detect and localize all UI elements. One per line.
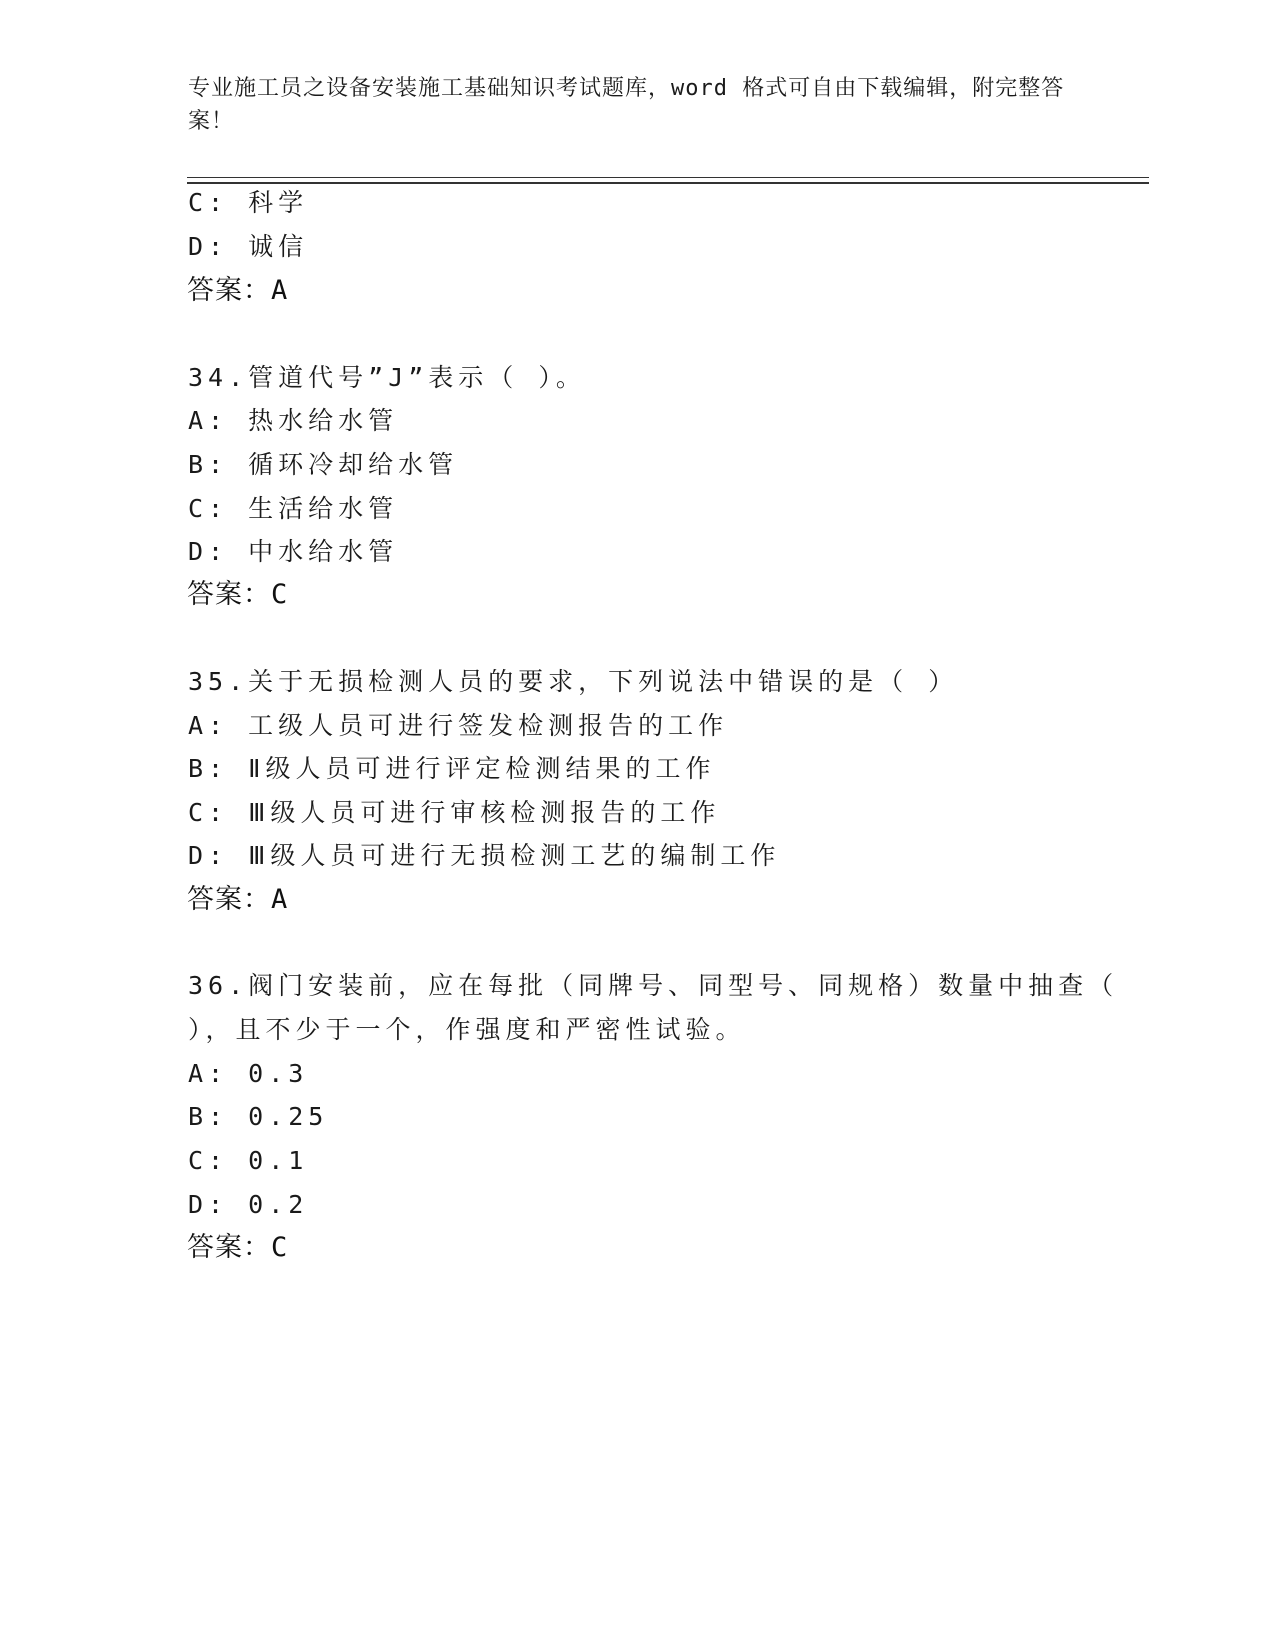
answer: 答案：C <box>187 579 289 610</box>
option-c: C: Ⅲ级人员可进行审核检测报告的工作 <box>188 798 721 827</box>
option-c: C: 科学 <box>188 188 309 217</box>
option-c: C: 生活给水管 <box>188 494 399 523</box>
header-divider-thick <box>187 182 1149 184</box>
option-a: A: 工级人员可进行签发检测报告的工作 <box>188 711 729 740</box>
question-stem-line-2: ），且不少于一个，作强度和严密性试验。 <box>188 1015 746 1044</box>
question-stem-line-1: 36.阀门安装前，应在每批（同牌号、同型号、同规格）数量中抽查（ <box>188 971 1119 1000</box>
document-header: 专业施工员之设备安装施工基础知识考试题库，word 格式可自由下载编辑，附完整答案！ <box>188 76 1065 134</box>
answer: 答案：A <box>187 275 289 306</box>
answer: 答案：A <box>187 884 289 915</box>
header-divider-thin <box>187 177 1149 178</box>
option-b: B: 0.25 <box>188 1102 329 1131</box>
option-d: D: 诚信 <box>188 232 309 261</box>
question-stem: 35.关于无损检测人员的要求，下列说法中错误的是（ ） <box>188 667 959 696</box>
question-stem: 34.管道代号”J”表示（ ）。 <box>188 363 586 392</box>
option-b: B: 循环冷却给水管 <box>188 450 459 479</box>
option-c: C: 0.1 <box>188 1146 309 1175</box>
answer: 答案：C <box>187 1232 289 1263</box>
option-d: D: Ⅲ级人员可进行无损检测工艺的编制工作 <box>188 841 781 870</box>
option-a: A: 0.3 <box>188 1059 309 1088</box>
option-b: B: Ⅱ级人员可进行评定检测结果的工作 <box>188 754 716 783</box>
option-d: D: 0.2 <box>188 1190 309 1219</box>
option-d: D: 中水给水管 <box>188 537 399 566</box>
option-a: A: 热水给水管 <box>188 406 399 435</box>
